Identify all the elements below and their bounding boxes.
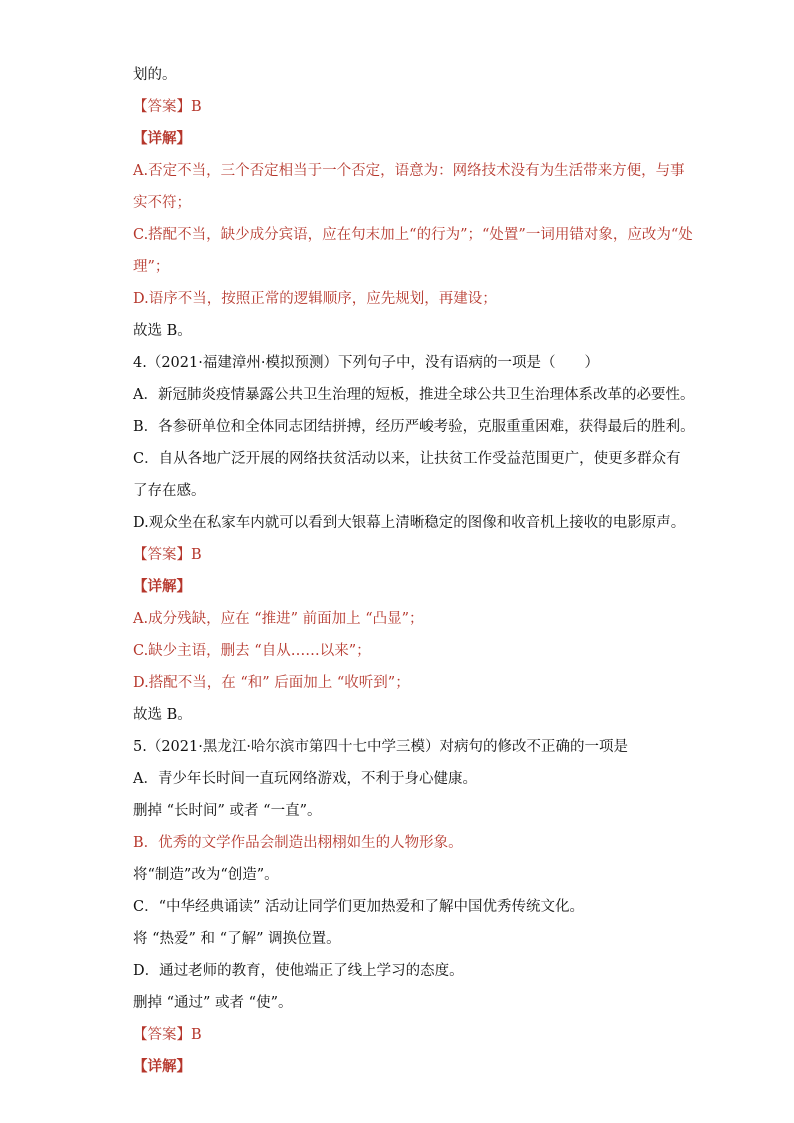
option-line: B．各参研单位和全体同志团结拼搏，经历严峻考验，克服重重困难，获得最后的胜利。 (133, 419, 695, 435)
question-stem: 4.（2021·福建漳州·模拟预测）下列句子中，没有语病的一项是（ ） (133, 355, 599, 371)
option-line: 了存在感。 (133, 483, 206, 499)
option-line: D.观众坐在私家车内就可以看到大银幕上清晰稳定的图像和收音机上接收的电影原声。 (133, 515, 686, 531)
conclusion-line: 故选 B。 (133, 323, 192, 339)
revision-line: 将“制造”改为“创造”。 (133, 867, 279, 883)
explanation-line: D.搭配不当，在 “和” 后面加上 “收听到”； (133, 675, 410, 691)
option-line: C．“中华经典诵读” 活动让同学们更加热爱和了解中国优秀传统文化。 (133, 899, 585, 915)
explanation-line: C.缺少主语，删去 “自从……以来”； (133, 643, 371, 659)
answer-line: 【答案】B (133, 99, 202, 115)
option-line: D．通过老师的教育，使他端正了线上学习的态度。 (133, 963, 464, 979)
explanation-line: D.语序不当，按照正常的逻辑顺序，应先规划，再建设； (133, 291, 497, 307)
revision-line: 删掉 “通过” 或者 “使”。 (133, 995, 293, 1011)
option-line: A．新冠肺炎疫情暴露公共卫生治理的短板，推进全球公共卫生治理体系改革的必要性。 (133, 387, 695, 403)
detail-heading: 【详解】 (133, 1058, 191, 1075)
explanation-line: 理”； (133, 259, 170, 275)
option-line: A．青少年长时间一直玩网络游戏，不利于身心健康。 (133, 771, 477, 787)
detail-heading: 【详解】 (133, 578, 191, 595)
explanation-line: 实不符； (133, 195, 191, 211)
answer-line: 【答案】B (133, 1027, 202, 1043)
explanation-line: A.否定不当，三个否定相当于一个否定，语意为：网络技术没有为生活带来方便，与事 (133, 163, 685, 179)
question-stem: 5.（2021·黑龙江·哈尔滨市第四十七中学三模）对病句的修改不正确的一项是 (133, 739, 628, 755)
revision-line: 将 “热爱” 和 “了解” 调换位置。 (133, 931, 341, 947)
detail-heading: 【详解】 (133, 130, 191, 147)
explanation-line: A.成分残缺，应在 “推进” 前面加上 “凸显”； (133, 611, 424, 627)
conclusion-line: 故选 B。 (133, 707, 192, 723)
answer-line: 【答案】B (133, 547, 202, 563)
option-line: C．自从各地广泛开展的网络扶贫活动以来，让扶贫工作受益范围更广，使更多群众有 (133, 451, 681, 467)
explanation-line: C.搭配不当，缺少成分宾语，应在句末加上“的行为”；“处置”一词用错对象，应改为“处 (133, 227, 693, 243)
revision-line: 删掉 “长时间” 或者 “一直”。 (133, 803, 322, 819)
text-line: 划的。 (133, 67, 177, 83)
option-line: B．优秀的文学作品会制造出栩栩如生的人物形象。 (133, 835, 463, 851)
